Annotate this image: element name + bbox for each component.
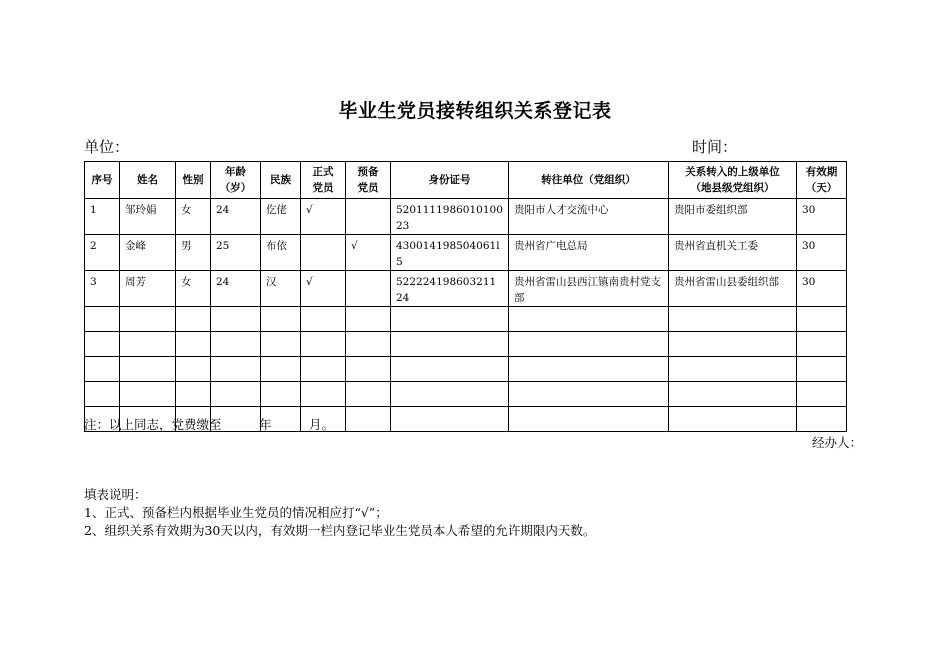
empty-cell (509, 382, 669, 407)
empty-cell (211, 382, 261, 407)
empty-cell (509, 407, 669, 432)
cell-formal (301, 235, 346, 271)
cell-gender: 女 (176, 199, 211, 235)
cell-gender: 男 (176, 235, 211, 271)
cell-superior-unit: 贵州省直机关工委 (669, 235, 797, 271)
header-probation-line2: 党员 (357, 182, 379, 194)
header-probation (346, 162, 391, 199)
header-validity-line2: （天） (805, 182, 838, 194)
cell-probation (346, 271, 391, 307)
header-formal-line1: 正式 (312, 166, 334, 178)
header-validity-line1: 有效期 (805, 166, 838, 178)
empty-cell (85, 382, 120, 407)
cell-superior-unit: 贵州省雷山县委组织部 (669, 271, 797, 307)
handler-label: 经办人： (811, 435, 862, 450)
cell-name: 邹玲娟 (120, 199, 176, 235)
header-formal (301, 162, 346, 199)
empty-cell (509, 357, 669, 382)
empty-cell (669, 332, 797, 357)
header-gender: 性别 (176, 162, 211, 199)
empty-cell (669, 307, 797, 332)
header-superior-unit (669, 162, 797, 199)
empty-cell (120, 307, 176, 332)
table-header-row (85, 162, 847, 199)
instructions-title: 填表说明： (84, 487, 147, 502)
empty-table-row (85, 332, 847, 357)
empty-table-row (85, 382, 847, 407)
empty-cell (120, 382, 176, 407)
empty-cell (391, 307, 509, 332)
header-id-number: 身份证号 (391, 162, 509, 199)
header-validity (797, 162, 847, 199)
cell-superior-unit: 贵阳市委组织部 (669, 199, 797, 235)
empty-cell (509, 332, 669, 357)
empty-cell (391, 407, 509, 432)
empty-cell (176, 382, 211, 407)
empty-cell (346, 332, 391, 357)
empty-cell (509, 307, 669, 332)
header-age-line1: 年龄 (225, 166, 246, 178)
instructions-item-2: 2、组织关系有效期为30天以内，有效期一栏内登记毕业生党员本人希望的允许期限内天数。 (84, 523, 596, 538)
empty-cell (346, 307, 391, 332)
empty-cell (261, 382, 301, 407)
header-transfer-unit: 转往单位（党组织） (509, 162, 669, 199)
empty-cell (211, 332, 261, 357)
header-seq: 序号 (85, 162, 120, 199)
empty-cell (669, 357, 797, 382)
empty-cell (85, 307, 120, 332)
cell-gender: 女 (176, 271, 211, 307)
empty-cell (669, 382, 797, 407)
dues-note: 注：以上同志，党费缴至 年 月。 (84, 417, 335, 432)
cell-ethnicity: 汉 (261, 271, 301, 307)
cell-formal: √ (301, 271, 346, 307)
header-name: 姓名 (120, 162, 176, 199)
empty-cell (669, 407, 797, 432)
empty-cell (391, 357, 509, 382)
empty-cell (176, 307, 211, 332)
cell-age: 25 (211, 235, 261, 271)
cell-age: 24 (211, 199, 261, 235)
empty-cell (391, 332, 509, 357)
table-row (85, 271, 847, 307)
empty-cell (301, 357, 346, 382)
cell-age: 24 (211, 271, 261, 307)
empty-cell (211, 357, 261, 382)
empty-cell (211, 307, 261, 332)
cell-validity: 30 (797, 271, 847, 307)
cell-id-number: 522224198603211 24 (391, 271, 509, 307)
cell-probation (346, 199, 391, 235)
cell-validity: 30 (797, 235, 847, 271)
header-superior-line1: 关系转入的上级单位 (685, 166, 780, 178)
empty-table-row (85, 307, 847, 332)
cell-seq: 1 (85, 199, 120, 235)
empty-cell (261, 307, 301, 332)
empty-cell (85, 332, 120, 357)
empty-cell (120, 357, 176, 382)
empty-cell (391, 382, 509, 407)
instructions-item-1: 1、正式、预备栏内根据毕业生党员的情况相应打“√”； (84, 505, 388, 520)
empty-cell (797, 382, 847, 407)
empty-cell (176, 357, 211, 382)
empty-cell (797, 357, 847, 382)
header-ethnicity: 民族 (261, 162, 301, 199)
cell-name: 金峰 (120, 235, 176, 271)
header-age (211, 162, 261, 199)
empty-cell (176, 332, 211, 357)
header-formal-line2: 党员 (312, 182, 334, 194)
cell-id-number: 430014198504061l5 (391, 235, 509, 271)
empty-cell (346, 357, 391, 382)
cell-probation: √ (346, 235, 391, 271)
cell-transfer-unit: 贵州省雷山县西江镇南贵村党支部 (509, 271, 669, 307)
table-row (85, 235, 847, 271)
cell-ethnicity: 布依 (261, 235, 301, 271)
cell-seq: 3 (85, 271, 120, 307)
unit-label: 单位： (84, 138, 130, 156)
empty-cell (301, 307, 346, 332)
empty-table-row (85, 357, 847, 382)
empty-cell (797, 407, 847, 432)
header-probation-line1: 预备 (357, 166, 379, 178)
empty-cell (120, 332, 176, 357)
empty-cell (797, 332, 847, 357)
empty-cell (346, 407, 391, 432)
cell-ethnicity: 仡佬 (261, 199, 301, 235)
header-superior-line2: （地县级党组织） (690, 182, 775, 194)
empty-cell (301, 382, 346, 407)
cell-transfer-unit: 贵阳市人才交流中心 (509, 199, 669, 235)
empty-cell (301, 332, 346, 357)
empty-cell (261, 357, 301, 382)
empty-cell (261, 332, 301, 357)
empty-cell (797, 307, 847, 332)
empty-cell (85, 357, 120, 382)
cell-seq: 2 (85, 235, 120, 271)
cell-id-number: 520111198601010023 (391, 199, 509, 235)
cell-validity: 30 (797, 199, 847, 235)
time-label: 时间： (692, 138, 738, 156)
cell-formal: √ (301, 199, 346, 235)
empty-cell (346, 382, 391, 407)
cell-transfer-unit: 贵州省广电总局 (509, 235, 669, 271)
header-age-line2: （岁） (219, 182, 252, 194)
page-title: 毕业生党员接转组织关系登记表 (338, 100, 612, 122)
table-row (85, 199, 847, 235)
cell-name: 周芳 (120, 271, 176, 307)
registration-table (84, 161, 847, 432)
